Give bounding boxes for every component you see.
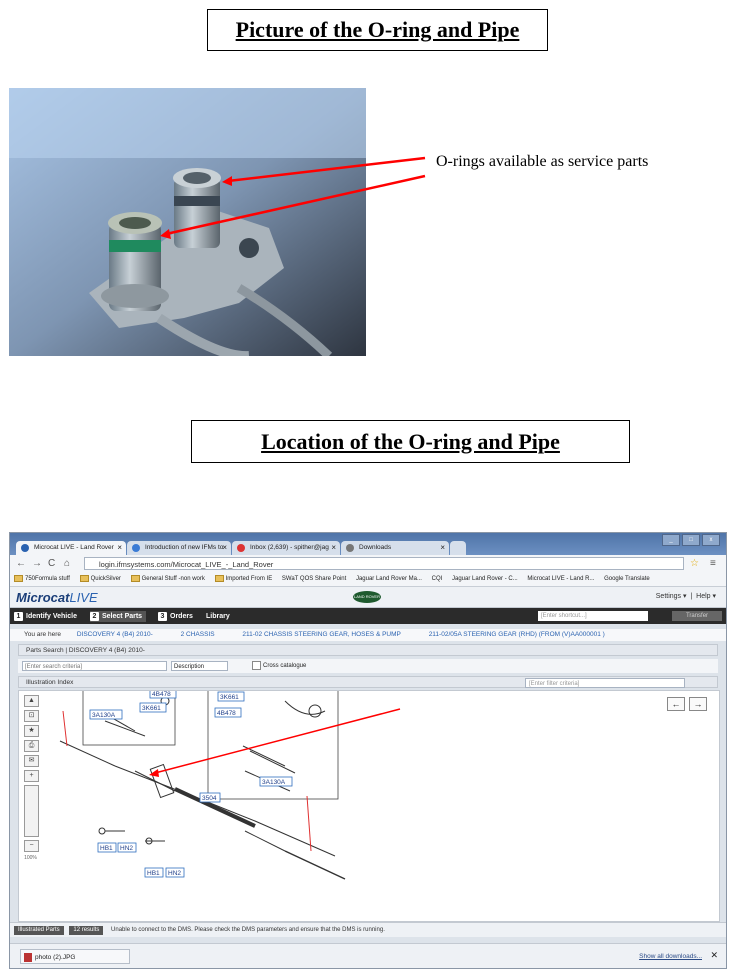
window-close-icon[interactable]: x <box>702 534 720 546</box>
bookmark-item[interactable]: CQI <box>431 576 443 582</box>
zoom-in-icon[interactable]: + <box>24 770 39 782</box>
show-all-downloads-link[interactable]: Show all downloads... <box>639 953 702 960</box>
bookmark-item[interactable]: 750Formula stuff <box>14 576 70 582</box>
tab-label: Microcat LIVE - Land Rover <box>34 544 114 551</box>
home-icon[interactable]: ⌂ <box>64 558 71 569</box>
close-icon[interactable]: × <box>440 543 445 552</box>
main-menu <box>10 608 726 624</box>
microcat-screenshot <box>9 532 727 969</box>
forward-icon[interactable]: → <box>32 558 42 569</box>
browser-tab-bar <box>10 533 726 555</box>
tab-introduction[interactable] <box>127 541 231 555</box>
microcat-logo: MicrocatLIVE <box>16 590 98 605</box>
shortcut-input[interactable]: [Enter shortcut...] <box>538 611 648 621</box>
tab-microcat[interactable] <box>16 541 126 555</box>
bookmark-item[interactable]: Jaguar Land Rover - C... <box>452 576 518 582</box>
bookmarks-bar <box>10 573 726 587</box>
part-label: 3A130A <box>92 712 116 719</box>
checkbox-icon <box>252 661 261 670</box>
breadcrumb-item[interactable]: 211-02 CHASSIS STEERING GEAR, HOSES & PUMP <box>242 631 401 638</box>
close-icon[interactable]: × <box>331 543 336 552</box>
part-label: 3K661 <box>142 705 161 712</box>
status-tab-results[interactable]: 12 results <box>69 926 103 935</box>
url-input[interactable]: login.ifmsystems.com/Microcat_LIVE_-_Land_Rover <box>84 557 684 570</box>
search-type-select[interactable]: Description <box>171 661 228 671</box>
part-label: HB1 <box>100 845 113 852</box>
tab-label: Inbox (2,639) - spither@jag <box>250 544 329 551</box>
maximize-icon[interactable]: □ <box>682 534 700 546</box>
part-label: HN2 <box>168 870 182 877</box>
photo-caption: O-rings available as service parts <box>436 153 649 170</box>
breadcrumb-here: You are here <box>24 631 61 638</box>
part-label: 3A130A <box>262 779 286 786</box>
illustration-index-header <box>18 676 718 688</box>
parts-search-header: Parts Search | DISCOVERY 4 (B4) 2010- <box>18 644 718 656</box>
close-icon[interactable]: × <box>222 543 227 552</box>
zoom-slider[interactable] <box>24 785 39 837</box>
close-icon[interactable]: ✕ <box>710 950 718 960</box>
menu-identify-vehicle[interactable]: 1 Identify Vehicle <box>14 611 77 622</box>
part-label: 4B478 <box>217 710 236 717</box>
image-file-icon <box>24 953 32 962</box>
part-label: 3504 <box>202 795 217 802</box>
part-label: HN2 <box>120 845 134 852</box>
status-tab-illustrated-parts[interactable]: Illustrated Parts <box>14 926 64 935</box>
zoom-level: 100% <box>24 855 37 861</box>
minimize-icon[interactable]: _ <box>662 534 680 546</box>
star-icon[interactable]: ☆ <box>690 558 699 569</box>
location-heading: Location of the O-ring and Pipe <box>261 428 560 454</box>
breadcrumb-item[interactable]: 2 CHASSIS <box>180 631 215 638</box>
menu-select-parts[interactable]: 2 Select Parts <box>90 611 146 622</box>
cross-catalogue-checkbox[interactable]: Cross catalogue <box>252 661 306 671</box>
status-bar <box>10 922 726 937</box>
mail-icon[interactable]: ✉ <box>24 755 39 767</box>
up-icon[interactable]: ▲ <box>24 695 39 707</box>
microcat-tab-icon <box>21 544 29 552</box>
folder-icon <box>14 575 23 582</box>
filter-input[interactable]: [Enter filter criteria] <box>525 678 685 688</box>
bookmark-item[interactable]: Imported From IE <box>215 576 273 582</box>
window-controls <box>662 534 720 546</box>
download-tab-icon <box>346 544 354 552</box>
land-rover-logo: LAND ROVER <box>353 591 381 603</box>
tab-inbox[interactable] <box>232 541 340 555</box>
folder-icon <box>80 575 89 582</box>
folder-icon <box>215 575 224 582</box>
steering-gear-diagram <box>45 691 705 919</box>
menu-icon[interactable]: ≡ <box>710 558 716 569</box>
gmail-tab-icon <box>237 544 245 552</box>
print-icon[interactable]: ⎙ <box>24 740 39 752</box>
part-label: 3K661 <box>220 694 239 701</box>
dms-status-text: Unable to connect to the DMS. Please check the DMS parameters and ensure that the DMS is running. <box>111 927 385 933</box>
reload-icon[interactable]: C <box>48 558 56 569</box>
breadcrumb-item[interactable]: 211-02/05A STEERING GEAR (RHD) (FROM (V)AA000001 ) <box>428 631 605 638</box>
part-label: 4B478 <box>152 691 171 698</box>
zoom-window-icon[interactable]: ⊡ <box>24 710 39 722</box>
page-tab-icon <box>132 544 140 552</box>
transfer-button[interactable]: Transfer <box>672 611 722 621</box>
star-icon[interactable]: ★ <box>24 725 39 737</box>
close-icon[interactable]: × <box>117 543 122 552</box>
address-bar-row <box>10 555 726 573</box>
illustration-title: Illustration Index <box>26 679 74 686</box>
tab-label: Introduction of new IFMs to <box>145 544 224 551</box>
folder-icon <box>131 575 140 582</box>
illustration-area <box>18 690 720 922</box>
bookmark-item[interactable]: Microcat LIVE - Land R... <box>527 576 595 582</box>
part-label: HB1 <box>147 870 160 877</box>
bookmark-item[interactable]: General Stuff -non work <box>131 576 205 582</box>
bookmark-item[interactable]: Google Translate <box>604 576 650 582</box>
download-bar <box>10 943 726 969</box>
bookmark-item[interactable]: SWaT QOS Share Point <box>281 576 347 582</box>
tab-downloads[interactable] <box>341 541 449 555</box>
settings-help-menu[interactable]: Settings ▾ | Help ▾ <box>655 593 716 600</box>
menu-orders[interactable]: 3 Orders <box>158 611 193 622</box>
back-icon[interactable]: ← <box>16 558 26 569</box>
illustration-nav <box>667 697 707 711</box>
illustration-toolbar <box>24 695 41 861</box>
location-heading-box <box>191 420 630 463</box>
zoom-out-icon[interactable]: − <box>24 840 39 852</box>
menu-library[interactable]: Library <box>206 613 230 620</box>
tab-label: Downloads <box>359 544 392 551</box>
search-input[interactable]: [Enter search criteria] <box>22 661 167 671</box>
new-tab-button[interactable] <box>450 541 466 555</box>
breadcrumb-item[interactable]: DISCOVERY 4 (B4) 2010- <box>76 631 153 638</box>
search-row <box>18 659 718 673</box>
picture-heading: Picture of the O-ring and Pipe <box>235 17 520 42</box>
bookmark-item[interactable]: Jaguar Land Rover Ma... <box>355 576 422 582</box>
next-arrow-icon[interactable]: → <box>689 697 707 711</box>
download-item[interactable]: photo (2).JPG <box>20 949 130 964</box>
microcat-header <box>10 587 726 608</box>
bookmark-item[interactable]: QuickSilver <box>80 576 121 582</box>
prev-arrow-icon[interactable]: ← <box>667 697 685 711</box>
breadcrumb <box>10 629 726 641</box>
